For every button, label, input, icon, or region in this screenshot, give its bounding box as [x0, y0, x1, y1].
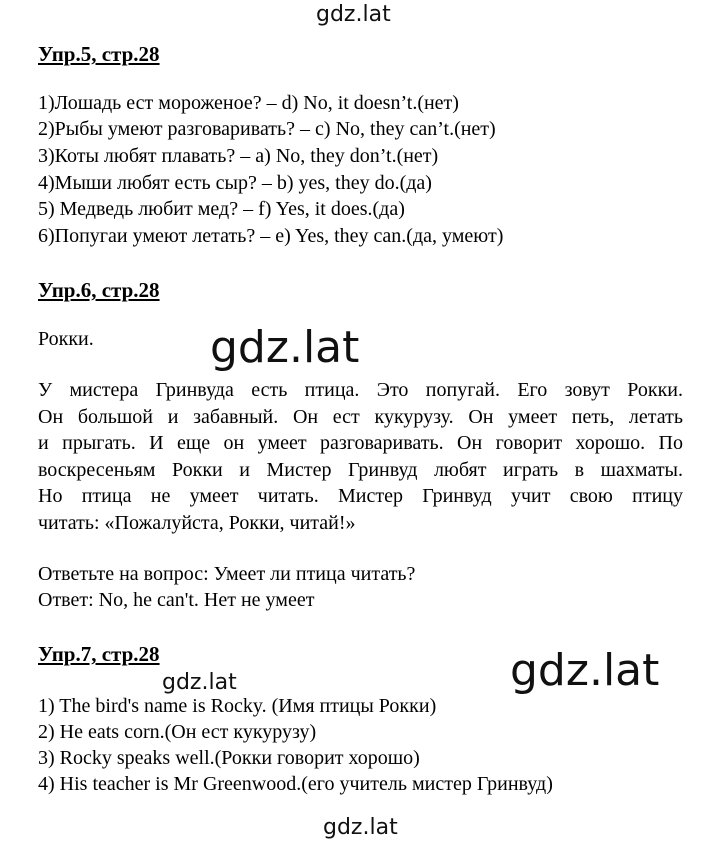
ex7-item: 2) He eats corn.(Он ест кукурузу) [38, 721, 317, 743]
paragraph-line: Но птица не умеет читать. Мистер Гринвуд учит свою птицу [38, 485, 683, 508]
ex6-title: Рокки. [38, 328, 94, 350]
ex7-item: 4) His teacher is Mr Greenwood.(его учитель мистер Гринвуд) [38, 773, 553, 795]
paragraph-line: и прыгать. И еще он умеет разговаривать. Он говорит хорошо. По [38, 432, 683, 455]
watermark-right-large: gdz.lat [510, 645, 660, 696]
ex5-item: 4)Мыши любят есть сыр? – b) yes, they do.(да) [38, 172, 432, 194]
paragraph-line: Он большой и забавный. Он ест кукурузу. Он умеет петь, летать [38, 405, 683, 428]
ex6-heading: Упр.6, стр.28 [38, 278, 160, 302]
ex5-item: 2)Рыбы умеют разговаривать? – c) No, they can’t.(нет) [38, 118, 496, 140]
ex5-item: 6)Попугаи умеют летать? – e) Yes, they can.(да, умеют) [38, 225, 504, 247]
ex7-item: 3) Rocky speaks well.(Рокки говорит хорошо) [38, 747, 420, 769]
ex5-heading: Упр.5, стр.28 [38, 42, 160, 66]
ex7-heading: Упр.7, стр.28 [38, 642, 160, 666]
ex6-answer: Ответ: No, he can't. Нет не умеет [38, 589, 315, 611]
ex7-item: 1) The bird's name is Rocky. (Имя птицы Рокки) [38, 695, 437, 717]
ex5-item: 1)Лошадь ест мороженое? – d) No, it doesn’t.(нет) [38, 92, 459, 114]
paragraph-line: воскресеньям Рокки и Мистер Гринвуд любят играть в шахматы. [38, 458, 683, 481]
watermark-middle: gdz.lat [210, 322, 360, 373]
watermark-bottom: gdz.lat [323, 815, 398, 840]
ex5-item: 5) Медведь любит мед? – f) Yes, it does.(да) [38, 198, 405, 220]
paragraph-line: У мистера Гринвуда есть птица. Это попугай. Его зовут Рокки. [38, 379, 683, 401]
watermark-small: gdz.lat [162, 670, 237, 695]
ex6-question: Ответьте на вопрос: Умеет ли птица читать? [38, 563, 416, 585]
paragraph-line: читать: «Пожалуйста, Рокки, читай!» [38, 511, 356, 534]
ex6-paragraph [38, 377, 683, 537]
watermark-top: gdz.lat [316, 2, 391, 27]
ex5-item: 3)Коты любят плавать? – a) No, they don’t.(нет) [38, 145, 439, 167]
